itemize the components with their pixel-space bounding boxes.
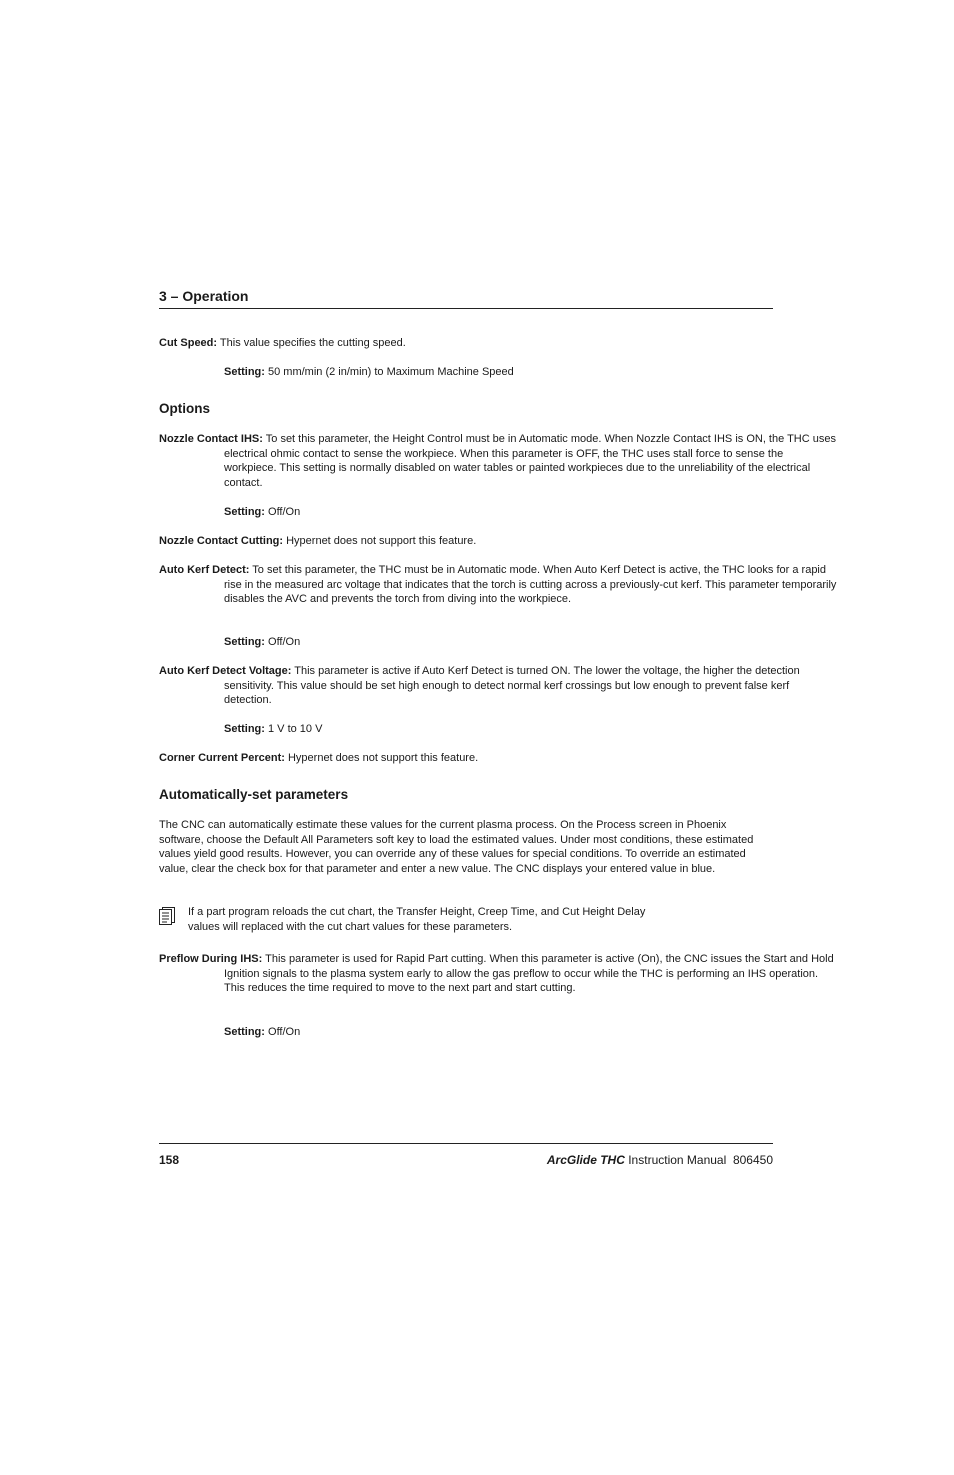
- nozzle-contact-cutting-entry: [159, 534, 838, 549]
- auto-params-heading: Automatically-set parameters: [159, 787, 349, 802]
- manual-info: Instruction Manual 806450: [624, 1153, 773, 1167]
- auto-params-intro: The CNC can automatically estimate these values for the current plasma process. On the Process screen in Phoenix software, choose the Default All Parameters soft key to load the estimated values. Under most conditions, these estimated values yield good results. However, you can override any of these values for special conditions. To override an estimated value, clear the check box for that parameter and enter a new value. The CNC displays your entered value in blue.: [159, 819, 754, 875]
- setting-value: Off/On: [264, 506, 301, 518]
- term: Auto Kerf Detect:: [159, 564, 250, 576]
- description: To set this parameter, the Height Control must be in Automatic mode. When Nozzle Contact IHS is ON, the THC uses electrical ohmic contact to sense the workpiece. When this parameter is OFF, the THC uses stall force to sense the workpiece. This setting is normally disabled on water tables or painted workpieces due to the unreliability of the electrical contact.: [224, 433, 836, 489]
- header-rule: [159, 308, 773, 309]
- note-icon: [159, 907, 175, 925]
- term: Corner Current Percent:: [159, 752, 285, 764]
- setting-value: 50 mm/min (2 in/min) to Maximum Machine Speed: [264, 366, 514, 378]
- note-text: If a part program reloads the cut chart, the Transfer Height, Creep Time, and Cut Height Delay values will replaced with the cut chart values for these parameters.: [188, 906, 646, 933]
- preflow-during-ihs-entry: [159, 952, 838, 996]
- page-number: 158: [159, 1153, 180, 1167]
- options-heading: Options: [159, 401, 210, 416]
- setting-value: Off/On: [264, 1026, 301, 1038]
- cut-speed-entry: [159, 336, 773, 351]
- term: Nozzle Contact Cutting:: [159, 535, 284, 547]
- description: This parameter is active if Auto Kerf Detect is turned ON. The lower the voltage, the higher the detection sensitivity. This value should be set high enough to detect normal kerf crossings but low enough to prevent false kerf detection.: [224, 665, 800, 707]
- description: This value specifies the cutting speed.: [217, 337, 406, 349]
- term: Auto Kerf Detect Voltage:: [159, 665, 292, 677]
- manual-title: [547, 1153, 773, 1167]
- corner-current-percent-entry: [159, 751, 838, 766]
- description: To set this parameter, the THC must be in Automatic mode. When Auto Kerf Detect is active, the THC looks for a rapid rise in the measured arc voltage that indicates that the torch is cutting across a previously-cut kerf. This parameter temporarily disables the AVC and prevents the torch from diving into the workpiece.: [224, 564, 837, 606]
- auto-kerf-detect-setting: [224, 635, 300, 650]
- footer-rule: [159, 1143, 773, 1144]
- setting-label: Setting:: [224, 366, 265, 378]
- preflow-during-ihs-setting: [224, 1025, 300, 1040]
- cut-speed-setting: [224, 365, 514, 380]
- setting-label: Setting:: [224, 636, 265, 648]
- setting-value: 1 V to 10 V: [264, 723, 323, 735]
- term: Cut Speed:: [159, 337, 218, 349]
- auto-kerf-detect-voltage-setting: [224, 722, 322, 737]
- auto-kerf-detect-voltage-entry: [159, 664, 838, 708]
- term: Nozzle Contact IHS:: [159, 433, 263, 445]
- setting-label: Setting:: [224, 723, 265, 735]
- description: Hypernet does not support this feature.: [284, 752, 479, 764]
- term: Preflow During IHS:: [159, 953, 263, 965]
- setting-label: Setting:: [224, 1026, 265, 1038]
- description: This parameter is used for Rapid Part cutting. When this parameter is active (On), the CNC issues the Start and Hold Ignition signals to the plasma system early to allow the gas preflow to occur while the THC is performing an IHS operation. This reduces the time required to move to the next part and start cutting.: [224, 953, 834, 995]
- description: Hypernet does not support this feature.: [283, 535, 477, 547]
- setting-value: Off/On: [264, 636, 301, 648]
- chapter-heading: 3 – Operation: [159, 288, 249, 304]
- setting-label: Setting:: [224, 506, 265, 518]
- nozzle-contact-ihs-entry: [159, 432, 838, 490]
- nozzle-contact-ihs-setting: [224, 505, 300, 520]
- product-name: ArcGlide THC: [546, 1153, 625, 1167]
- auto-kerf-detect-entry: [159, 563, 838, 607]
